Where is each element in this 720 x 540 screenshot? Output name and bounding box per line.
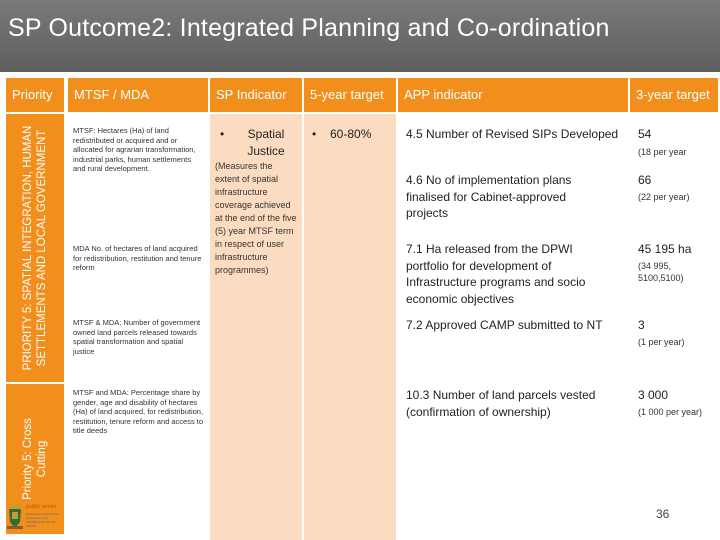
- department-logo: [6, 500, 61, 536]
- app-indicator-4: 7.2 Approved CAMP submitted to NT: [406, 318, 603, 332]
- mtsf-item-2: MDA No. of hectares of land acquired for redistribution, restitution and tenure reform: [73, 244, 202, 272]
- three-year-value-5: 3 000: [638, 388, 669, 402]
- priority-label-cross-cutting: Priority 5: Cross Cutting: [6, 384, 64, 534]
- priority-label-spatial: PRIORITY 5: SPATIAL INTEGRATION, HUMAN SETTLEMENTS AND LOCAL GOVERNMENT: [6, 114, 64, 382]
- header-app-indicator: APP indicator: [398, 78, 628, 112]
- app-indicator-2: 4.6 No of implementation plans finalised for Cabinet-approved projects: [406, 173, 572, 220]
- mtsf-item-1: MTSF: Hectares (Ha) of land redistributed or acquired and or allocated for agrarian transformation, industrial parks, human settlements and rural development.: [73, 126, 196, 173]
- title-bar: [0, 0, 720, 72]
- three-year-value-2: 66: [638, 173, 652, 187]
- header-3-year-target: 3-year target: [630, 78, 718, 112]
- sp-indicator-bullet: •: [220, 127, 225, 141]
- three-year-note-1: (18 per year: [638, 147, 687, 157]
- slide-title: SP Outcome2: Integrated Planning and Co-ordination: [8, 14, 610, 42]
- three-year-note-2: (22 per year): [638, 192, 690, 202]
- app-indicator-3: 7.1 Ha released from the DPWI portfolio for development of Infrastructure programs and socio economic objectives: [406, 242, 586, 306]
- five-year-target-bullet: •: [312, 127, 317, 141]
- header-mtsf-mda: MTSF / MDA: [68, 78, 208, 112]
- three-year-note-5: (1 000 per year): [638, 407, 703, 417]
- app-indicator-1: 4.5 Number of Revised SIPs Developed: [406, 127, 619, 141]
- logo-name: public works: [26, 504, 57, 510]
- three-year-value-3: 45 195 ha: [638, 242, 692, 256]
- three-year-note-4: (1 per year): [638, 337, 685, 347]
- three-year-value-4: 3: [638, 318, 645, 332]
- sp-indicator-note: (Measures the extent of spatial infrastructure coverage achieved at the end of the five (5) year MTSF term in respect of user infrastructure programmes): [215, 161, 297, 275]
- page-number: 36: [656, 507, 670, 521]
- five-year-target-value: 60-80%: [330, 127, 372, 141]
- mtsf-item-4: MTSF and MDA: Percentage share by gender, age and disability of hectares (Ha) of land acquired, for redistribution, restitution, tenure reform and access to title deeds: [73, 388, 204, 435]
- five-year-target-column: [304, 114, 396, 540]
- header-5-year-target: 5-year target: [304, 78, 396, 112]
- three-year-value-1: 54: [638, 127, 652, 141]
- header-sp-indicator: SP Indicator: [210, 78, 302, 112]
- app-indicator-5: 10.3 Number of land parcels vested (confirmation of ownership): [406, 388, 596, 419]
- mtsf-item-3: MTSF & MDA: Number of government owned land parcels released towards spatial transformation and spatial justice: [73, 318, 201, 356]
- three-year-note-3: (34 995, 5100,5100): [638, 261, 684, 283]
- sp-indicator-main: Spatial Justice: [247, 127, 285, 158]
- logo-subtext: Department: Public Works and Infrastructure REPUBLIC OF SOUTH AFRICA: [26, 512, 59, 528]
- header-priority: Priority: [6, 78, 64, 112]
- coat-of-arms-icon: [6, 502, 24, 532]
